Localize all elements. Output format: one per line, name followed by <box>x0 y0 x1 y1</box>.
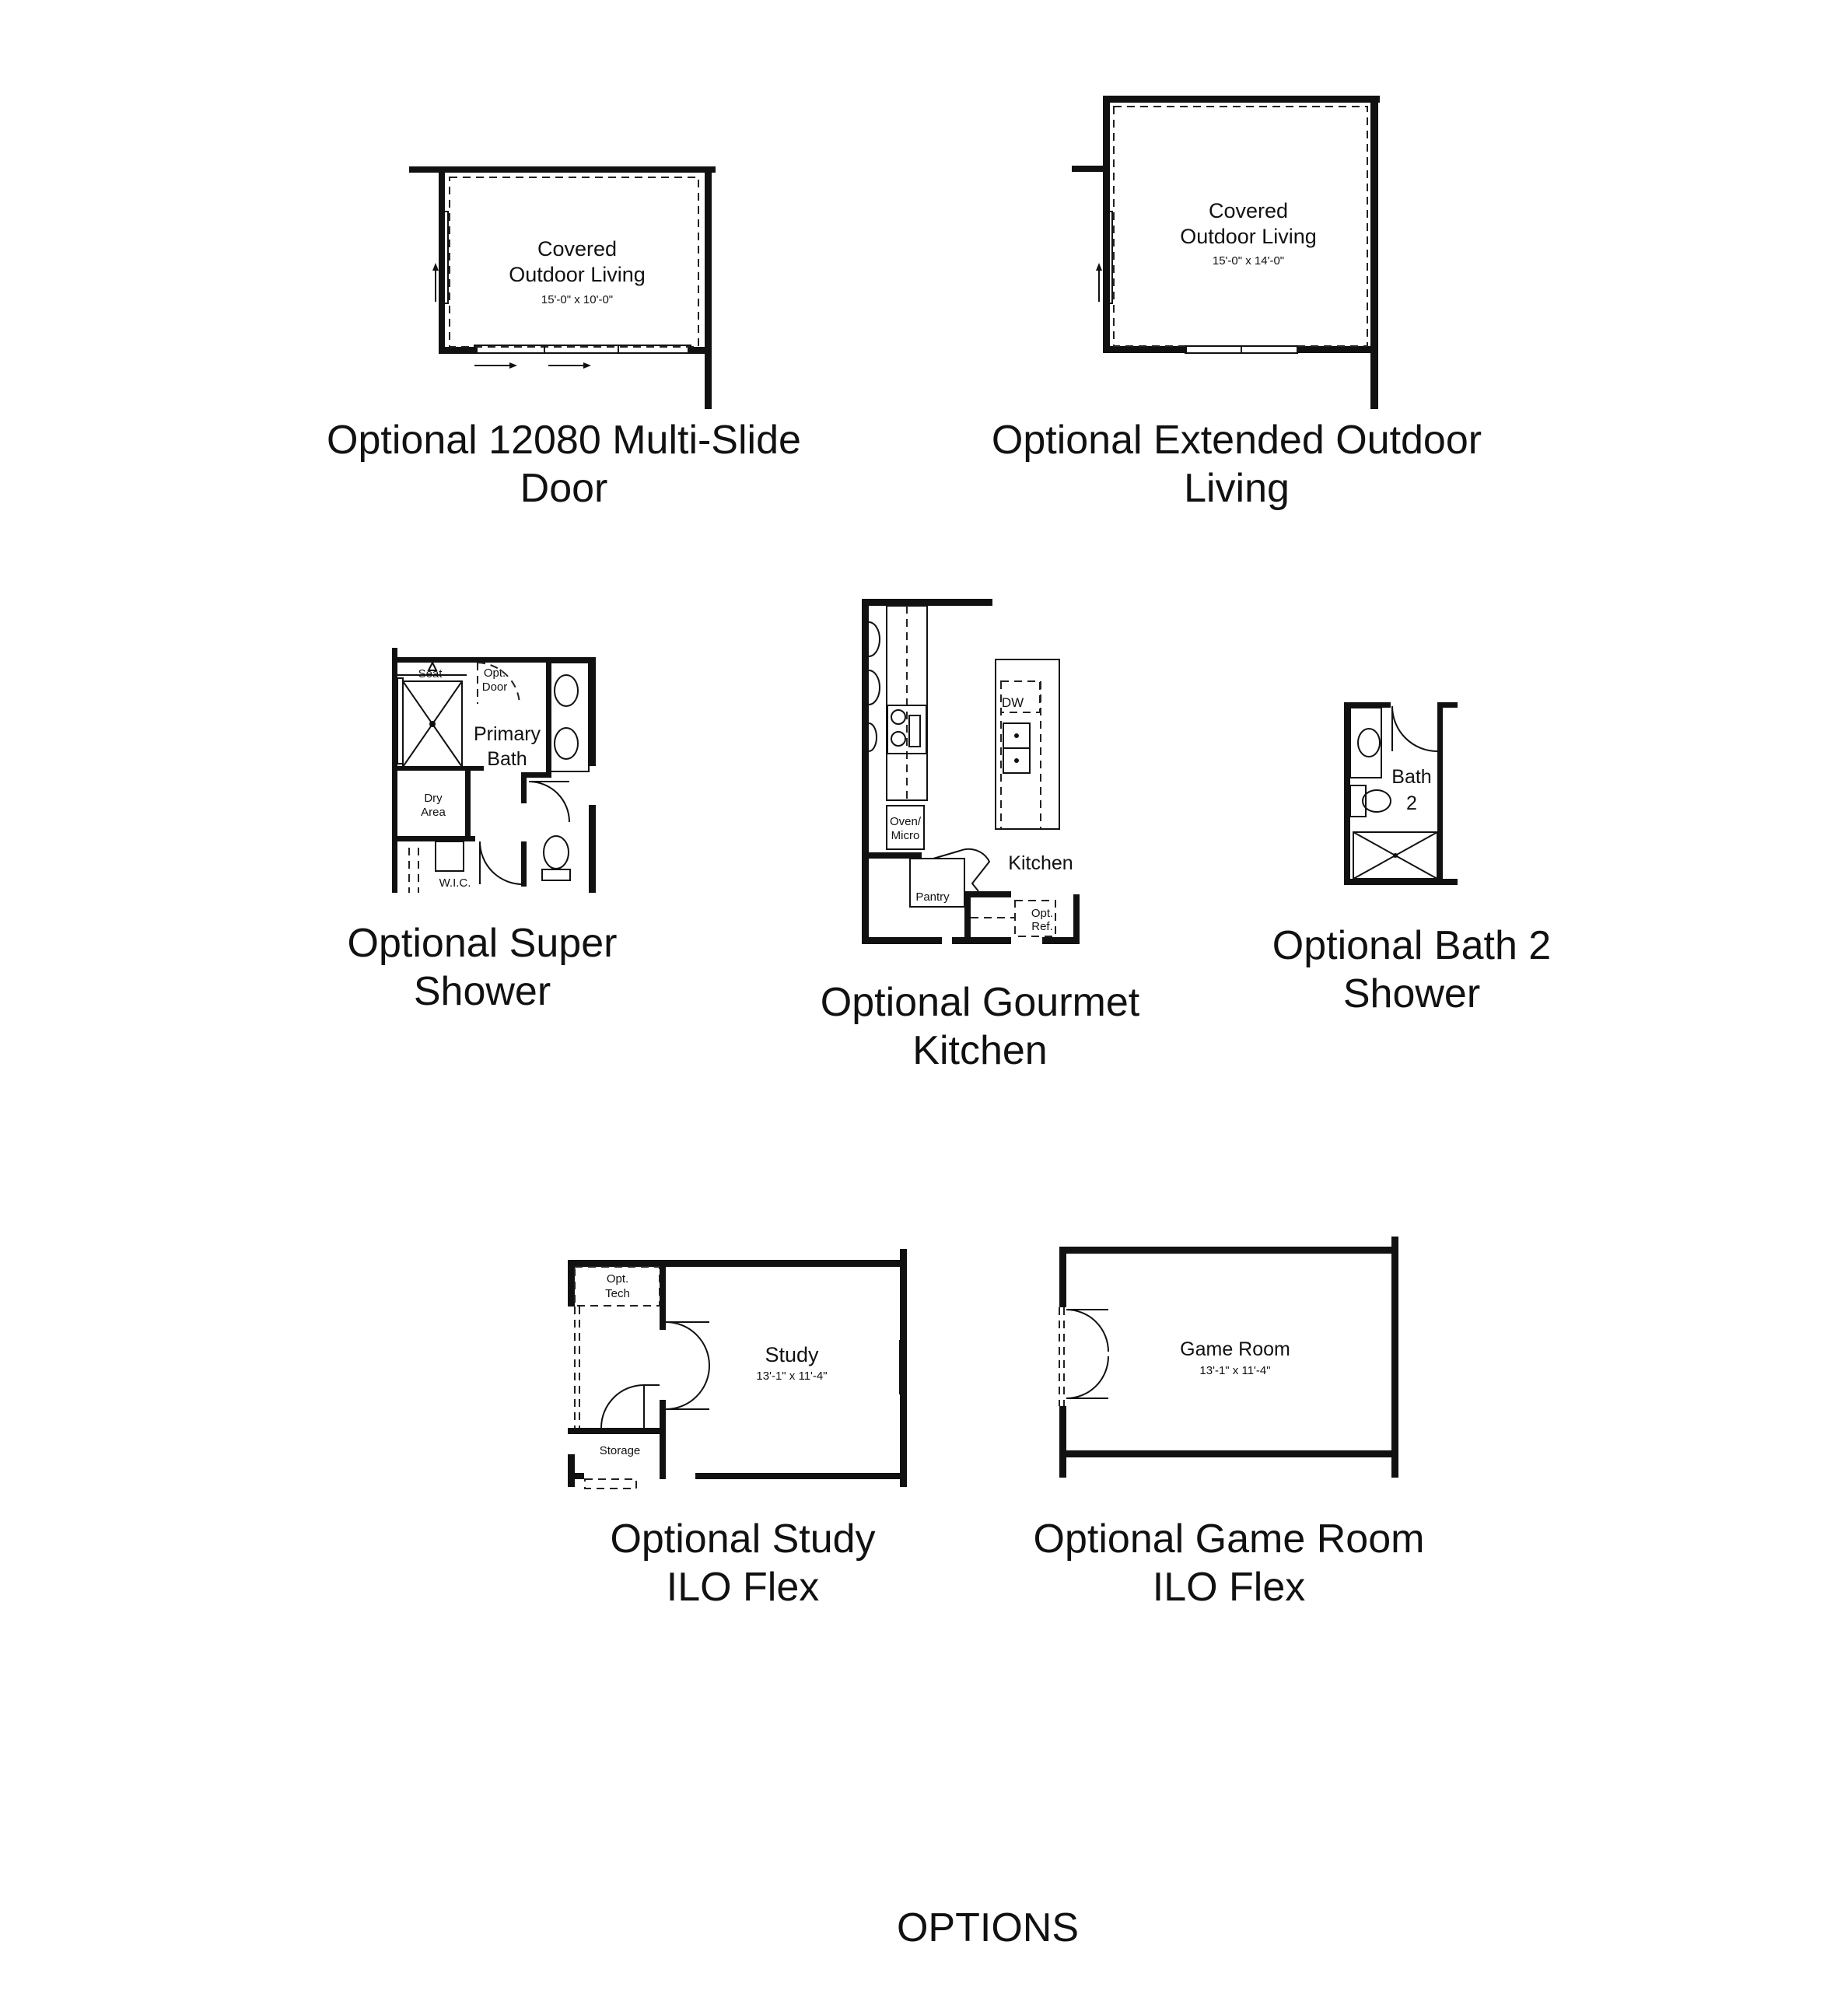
caption-game-line1: Optional Game Room <box>1033 1516 1425 1562</box>
caption-study-line1: Optional Study <box>610 1516 876 1562</box>
caption-bath2-line1: Optional Bath 2 <box>1272 923 1552 968</box>
study-room-label: Study <box>765 1343 819 1366</box>
extended-outdoor-plan <box>1072 96 1380 409</box>
gourmet-ref-1: Opt. <box>1031 907 1054 920</box>
super-shower-opt-door-2: Door <box>481 680 508 694</box>
multislide-room-line2: Outdoor Living <box>509 263 646 286</box>
multislide-room-line1: Covered <box>537 237 618 261</box>
caption-study-line2: ILO Flex <box>666 1565 820 1610</box>
bath2-room-line1: Bath <box>1391 766 1432 788</box>
caption-multislide-door <box>296 416 832 512</box>
super-shower-dry-2: Area <box>421 806 446 819</box>
multislide-room-dims: 15'-0" x 10'-0" <box>541 293 614 306</box>
multislide-door-plan <box>409 166 716 409</box>
super-shower-dry-1: Dry <box>424 792 443 805</box>
game-room-label: Game Room <box>1180 1338 1290 1360</box>
game-room-dims: 13'-1" x 11'-4" <box>1199 1364 1271 1377</box>
extended-room-dims: 15'-0" x 14'-0" <box>1212 254 1285 268</box>
study-room-dims: 13'-1" x 11'-4" <box>756 1370 828 1383</box>
super-shower-seat: Seat <box>418 667 443 680</box>
super-shower-opt-door-1: Opt. <box>483 666 506 680</box>
caption-extended-line2: Living <box>1184 466 1290 511</box>
gourmet-dw: DW <box>1001 695 1024 710</box>
caption-gourmet-line2: Kitchen <box>912 1028 1048 1073</box>
bath2-room-line2: 2 <box>1406 792 1417 814</box>
caption-game-room <box>1003 1515 1454 1611</box>
page-title: OPTIONS <box>896 1905 1080 1950</box>
extended-room-line2: Outdoor Living <box>1180 225 1317 248</box>
caption-extended-line1: Optional Extended Outdoor <box>991 418 1482 463</box>
caption-super-shower <box>296 919 669 1016</box>
caption-super-shower-line2: Shower <box>413 969 551 1014</box>
caption-multislide-line2: Door <box>520 466 608 511</box>
gourmet-kitchen-plan <box>862 599 1080 944</box>
study-storage: Storage <box>599 1444 641 1457</box>
gourmet-pantry: Pantry <box>915 890 950 904</box>
study-tech-2: Tech <box>605 1287 630 1300</box>
super-shower-room-line1: Primary <box>473 723 541 745</box>
caption-bath2-shower <box>1225 922 1598 1018</box>
super-shower-room-line2: Bath <box>487 748 527 770</box>
extended-room-line1: Covered <box>1208 199 1289 222</box>
study-plan <box>568 1249 907 1489</box>
caption-game-line2: ILO Flex <box>1152 1565 1306 1610</box>
gourmet-kitchen-label: Kitchen <box>1008 852 1073 874</box>
super-shower-plan <box>392 648 596 893</box>
super-shower-wic: W.I.C. <box>439 876 471 890</box>
gourmet-oven-2: Micro <box>891 829 920 842</box>
caption-super-shower-line1: Optional Super <box>347 921 618 966</box>
caption-extended-outdoor <box>964 416 1509 512</box>
gourmet-oven-1: Oven/ <box>889 815 922 828</box>
caption-gourmet-kitchen <box>778 978 1182 1075</box>
caption-study <box>560 1515 926 1611</box>
caption-gourmet-line1: Optional Gourmet <box>820 980 1140 1025</box>
caption-multislide-line1: Optional 12080 Multi-Slide <box>327 418 801 463</box>
bath2-shower-plan <box>1344 702 1458 885</box>
gourmet-ref-2: Ref. <box>1031 920 1053 933</box>
study-tech-1: Opt. <box>606 1272 629 1286</box>
game-room-plan <box>1059 1237 1398 1478</box>
caption-bath2-line2: Shower <box>1342 971 1481 1016</box>
